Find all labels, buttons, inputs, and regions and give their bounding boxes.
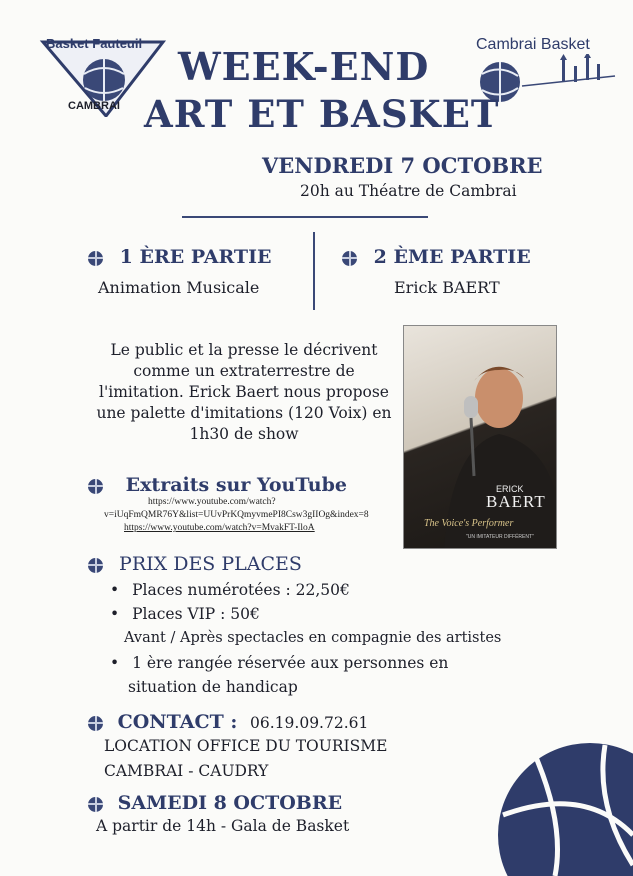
logo-right-text: Cambrai Basket (476, 36, 590, 53)
title-line-1: WEEK-END (178, 44, 430, 89)
artist-description (88, 340, 400, 445)
price-item-3-line-2: situation de handicap (128, 678, 298, 696)
bullet-dot: • (110, 654, 120, 672)
poster-name-small: ERICK (496, 484, 524, 494)
second-part-title: 2 ÈME PARTIE (373, 246, 531, 268)
price-item-3 (110, 653, 448, 674)
contact-phone: 06.19.09.72.61 (250, 714, 369, 732)
description-line: l'imitation. Erick Baert nous propose (99, 383, 389, 401)
bullet-dot: • (110, 605, 120, 623)
price-item-1-text: Places numérotées : 22,50€ (132, 581, 350, 599)
youtube-link-1-line-1[interactable]: https://www.youtube.com/watch? (148, 497, 276, 507)
poster-name-big: BAERT (486, 492, 546, 511)
second-part-desc: Erick BAERT (394, 278, 500, 297)
parts-divider (313, 232, 315, 310)
logo-left-city: CAMBRAI (68, 100, 120, 112)
price-item-1 (110, 580, 350, 601)
singer-silhouette-icon (404, 326, 556, 548)
description-line: comme un extraterrestre de (133, 362, 355, 380)
prices-heading (88, 553, 302, 575)
event-date: VENDREDI 7 OCTOBRE (262, 153, 543, 178)
bullet-dot: • (110, 581, 120, 599)
contact-line-1: LOCATION OFFICE DU TOURISME (104, 737, 388, 755)
saturday-desc: A partir de 14h - Gala de Basket (96, 817, 350, 835)
youtube-title: Extraits sur YouTube (125, 474, 347, 496)
description-line: 1h30 de show (189, 425, 299, 443)
saturday-heading (88, 792, 342, 814)
contact-heading (88, 711, 368, 733)
title-line-2: ART ET BASKET (144, 92, 500, 136)
basketball-bullet-icon (342, 251, 357, 266)
price-item-2-text: Places VIP : 50€ (132, 605, 260, 623)
prices-title: PRIX DES PLACES (119, 553, 302, 575)
event-venue: 20h au Théatre de Cambrai (300, 182, 517, 200)
description-line: Le public et la presse le décrivent (110, 341, 378, 359)
price-item-3-text: 1 ère rangée réservée aux personnes en (132, 654, 449, 672)
poster-tagline: The Voice's Performer (424, 518, 514, 529)
header-divider (182, 216, 428, 218)
description-line: une palette d'imitations (120 Voix) en (96, 404, 392, 422)
basketball-bullet-icon (88, 797, 103, 812)
youtube-heading (88, 474, 347, 496)
first-part-heading (88, 246, 271, 268)
basketball-bullet-icon (88, 716, 103, 731)
youtube-link-1-line-2[interactable]: v=iUqFmQMR76Y&list=UUvPrKQmyvmePI8Csw3gIIOg&index=8 (104, 510, 369, 520)
decorative-basketball-icon (495, 725, 633, 876)
basketball-bullet-icon (88, 479, 103, 494)
contact-line-2: CAMBRAI - CAUDRY (104, 762, 269, 780)
price-item-2 (110, 604, 260, 625)
artist-poster-image (403, 325, 557, 549)
basketball-bullet-icon (88, 251, 103, 266)
price-item-2-note: Avant / Après spectacles en compagnie des artistes (124, 630, 502, 646)
contact-title: CONTACT : (117, 711, 238, 733)
poster-subtitle: "UN IMITATEUR DIFFÉRENT" (466, 534, 534, 540)
first-part-title: 1 ÈRE PARTIE (119, 246, 272, 268)
saturday-title: SAMEDI 8 OCTOBRE (117, 792, 343, 814)
youtube-link-2[interactable]: https://www.youtube.com/watch?v=MvakFT-IloA (124, 523, 315, 533)
first-part-desc: Animation Musicale (98, 278, 260, 297)
second-part-heading (342, 246, 531, 268)
basketball-bullet-icon (88, 558, 103, 573)
logo-left-title: Basket Fauteuil (46, 36, 143, 51)
